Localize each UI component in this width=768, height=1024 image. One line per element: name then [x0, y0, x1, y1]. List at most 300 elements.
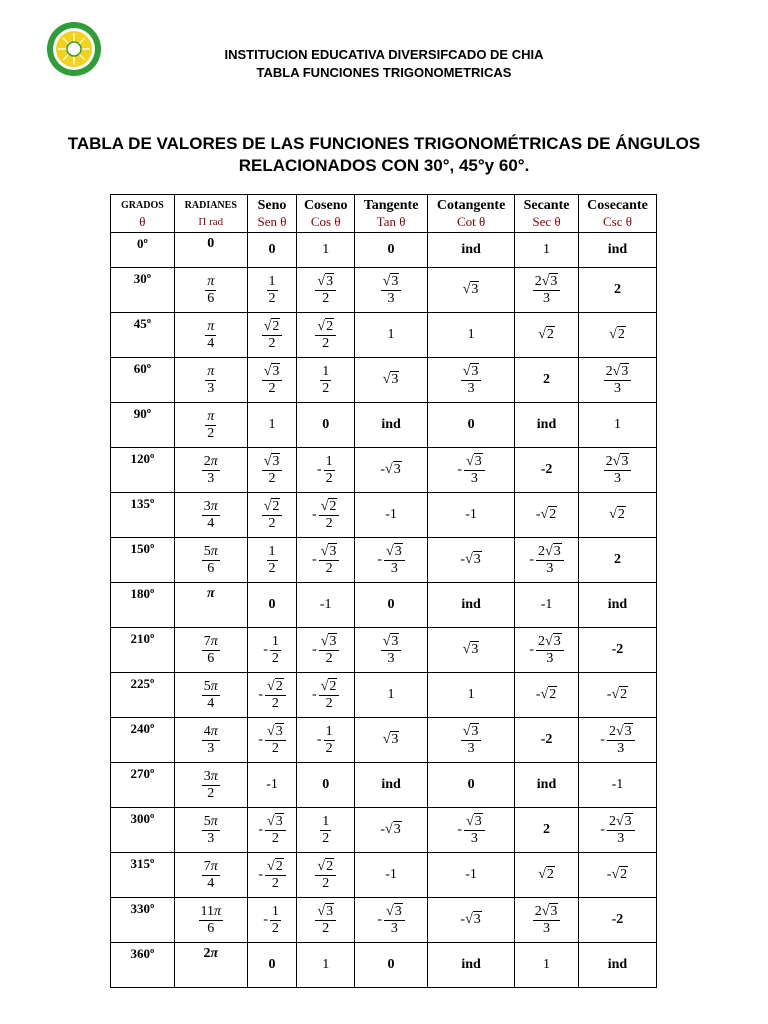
radicand: 3 [394, 903, 402, 919]
cell-value: 1 [543, 242, 551, 257]
cot-value [428, 898, 515, 943]
table-row [111, 313, 657, 358]
minus-sign: - [529, 642, 535, 657]
cell-value [538, 327, 555, 343]
denominator: 3 [617, 740, 625, 756]
fraction [604, 365, 632, 396]
fraction [202, 680, 220, 711]
cell-value [258, 860, 285, 891]
pi-symbol: π [207, 409, 215, 424]
cell-value [533, 905, 561, 936]
cell-value: - √3 [460, 552, 481, 567]
sqrt-expr: √3 [615, 723, 632, 739]
cot-value [428, 853, 515, 898]
radicand: 3 [272, 454, 280, 469]
csc-value [578, 493, 656, 538]
sqrt-expr: √2 [263, 499, 280, 514]
fraction [607, 725, 635, 756]
table-row [111, 898, 657, 943]
table-row [111, 718, 657, 763]
sqrt-expr: √2 [267, 858, 283, 874]
denominator: 3 [390, 920, 398, 936]
radicand: 3 [624, 723, 632, 739]
denominator: 2 [268, 381, 276, 396]
tan-value [355, 763, 428, 808]
tan-value [355, 403, 428, 448]
cell-value [538, 867, 555, 883]
angle-radians [174, 313, 247, 358]
numerator: 4π [203, 724, 218, 739]
sqrt-expr: √3 [462, 282, 479, 297]
sen-value [247, 718, 297, 763]
col-header-cotangente [428, 195, 515, 233]
cell-value: -1 [385, 867, 397, 882]
sqrt-expr: √3 [385, 462, 401, 477]
denominator: 2 [322, 291, 330, 306]
fraction [205, 275, 216, 306]
pi-symbol: π [206, 586, 215, 601]
radicand: 3 [391, 732, 399, 747]
table-row [111, 358, 657, 403]
cell-value: -1 [266, 777, 278, 792]
fraction [202, 635, 220, 666]
fraction [199, 905, 224, 936]
cell-value [202, 815, 220, 846]
denominator: 3 [546, 560, 554, 576]
pi-symbol: π [210, 499, 218, 514]
cell-value [383, 732, 400, 748]
col-header-secante [515, 195, 579, 233]
denominator: 2 [322, 876, 330, 891]
numerator [205, 365, 216, 381]
cell-value: ind [461, 597, 481, 612]
numerator [265, 860, 286, 876]
angle-radians [174, 718, 247, 763]
denominator: 2 [322, 831, 330, 846]
sqrt-expr: √2 [611, 867, 628, 882]
cell-value [258, 815, 285, 846]
csc-value [578, 538, 656, 583]
tan-value [355, 673, 428, 718]
angle-degrees [111, 673, 175, 718]
fraction [324, 725, 335, 756]
csc-value [578, 358, 656, 403]
degree-label: 210º [130, 631, 155, 646]
cell-value: -2 [611, 642, 624, 657]
degree-label: 315º [130, 856, 155, 871]
cell-value [312, 545, 339, 576]
fraction [205, 365, 216, 396]
sec-value [515, 493, 579, 538]
fraction [202, 860, 220, 891]
fraction [202, 770, 220, 801]
cos-value [297, 583, 355, 628]
denominator: 3 [617, 830, 625, 846]
numerator: 1 [322, 364, 330, 379]
angle-degrees [111, 628, 175, 673]
sec-value [515, 808, 579, 853]
cell-value [312, 680, 339, 711]
numerator: 2√3 [604, 455, 632, 471]
sqrt-expr: √3 [615, 813, 632, 829]
sqrt-expr: √3 [267, 813, 283, 829]
radicand: 2 [329, 678, 337, 694]
pi-symbol: π [210, 946, 219, 961]
cell-value [600, 815, 634, 846]
angle-radians [174, 673, 247, 718]
denominator: 2 [325, 560, 333, 576]
col-name: Coseno [303, 198, 348, 213]
col-name: Secante [523, 198, 570, 213]
numerator [384, 545, 405, 561]
cell-value: - √2 [606, 687, 628, 702]
cos-value [297, 493, 355, 538]
degree-label: 360º [130, 946, 155, 961]
sen-value [247, 493, 297, 538]
sqrt-expr: √3 [466, 453, 482, 469]
sen-value [247, 853, 297, 898]
cell-value [315, 275, 336, 306]
radicand: 3 [329, 633, 337, 649]
numerator: 11π [200, 904, 222, 919]
cell-value: -2 [540, 732, 553, 747]
cell-value [461, 725, 482, 756]
sqrt-expr: √3 [263, 364, 280, 379]
sqrt-expr: √3 [465, 912, 481, 927]
cos-value [297, 718, 355, 763]
cell-value [315, 320, 336, 351]
minus-sign: - [263, 642, 268, 657]
table-row [111, 233, 657, 268]
degree-label: 180º [130, 586, 155, 601]
numerator [265, 725, 286, 741]
fraction [319, 680, 340, 711]
denominator: 2 [268, 471, 276, 486]
radicand: 2 [329, 498, 337, 514]
sqrt-expr: √3 [386, 903, 402, 919]
denominator: 6 [207, 651, 215, 666]
minus-sign: - [312, 507, 317, 522]
col-name: Tangente [363, 198, 419, 213]
numerator [315, 905, 336, 921]
sqrt-expr: √3 [385, 822, 401, 837]
denominator: 2 [322, 921, 330, 936]
radian-value: 0 [207, 236, 215, 251]
cell-value: -1 [540, 597, 553, 612]
cos-value [297, 763, 355, 808]
minus-sign: - [377, 552, 383, 567]
cell-value [205, 365, 216, 396]
sqrt-expr: √2 [540, 687, 557, 702]
fraction [265, 815, 286, 846]
numerator: 1 [322, 814, 330, 829]
csc-value [578, 313, 656, 358]
cell-value: 0 [387, 242, 395, 257]
cell-value: 2 [543, 372, 551, 387]
denominator: 2 [207, 426, 215, 441]
fraction [202, 455, 220, 486]
denominator: 3 [543, 291, 551, 306]
sqrt-expr: √3 [462, 724, 479, 739]
cell-value [312, 635, 339, 666]
sen-value [247, 448, 297, 493]
radicand: 3 [471, 364, 479, 379]
radicand: 3 [471, 282, 479, 297]
fraction [262, 500, 283, 531]
cell-value [202, 770, 220, 801]
angle-degrees [111, 763, 175, 808]
cell-value: ind [536, 417, 557, 432]
radicand: 3 [471, 642, 479, 657]
cell-value [199, 905, 224, 936]
numerator: 5π [203, 544, 218, 559]
radicand: 2 [617, 327, 625, 342]
numerator [205, 275, 216, 291]
numerator: 2π [203, 454, 218, 469]
numerator: 5π [203, 679, 218, 694]
cot-value [428, 493, 515, 538]
denominator: 2 [268, 561, 276, 576]
page-title: TABLA DE VALORES DE LAS FUNCIONES TRIGONOMÉTRICAS DE ÁNGULOS RELACIONADOS CON 30°, 45°y 60°. [67, 134, 701, 175]
csc-value [578, 233, 656, 268]
cot-value [428, 718, 515, 763]
numerator [381, 275, 402, 291]
fraction [315, 320, 336, 351]
cell-value: - √3 [460, 912, 481, 927]
radicand: 3 [275, 813, 283, 829]
col-sub: Cos θ [310, 214, 341, 229]
numerator [262, 500, 283, 516]
cos-value [297, 313, 355, 358]
sqrt-expr: √3 [545, 633, 561, 649]
sec-value [515, 943, 579, 988]
fraction [205, 410, 216, 441]
cell-value [267, 275, 278, 306]
radicand: 2 [617, 507, 625, 522]
degree-label: 0º [137, 236, 148, 251]
denominator: 2 [271, 695, 279, 711]
minus-sign: - [258, 822, 264, 837]
numerator [319, 545, 340, 561]
angle-degrees [111, 493, 175, 538]
radicand: 2 [546, 327, 554, 342]
tan-value [355, 583, 428, 628]
sec-value [515, 313, 579, 358]
csc-value [578, 628, 656, 673]
denominator: 6 [207, 291, 215, 306]
sen-value [247, 943, 297, 988]
fraction [384, 545, 405, 576]
cot-value [428, 763, 515, 808]
sec-value [515, 718, 579, 763]
numerator [262, 455, 283, 471]
angle-degrees [111, 853, 175, 898]
fraction [536, 635, 564, 666]
cell-value [202, 635, 220, 666]
sqrt-expr: √3 [382, 372, 399, 387]
numerator [315, 320, 336, 336]
col-name: RADIANES [184, 200, 237, 211]
numerator [262, 365, 283, 381]
denominator: 2 [325, 650, 333, 666]
angle-degrees [111, 358, 175, 403]
radicand: 3 [329, 543, 337, 559]
fraction [315, 860, 336, 891]
denominator: 2 [325, 740, 333, 756]
cell-value [262, 365, 283, 396]
radicand: 3 [553, 633, 561, 649]
angle-radians [174, 808, 247, 853]
tan-value [355, 493, 428, 538]
col-name: Cosecante [587, 198, 648, 213]
cell-value: 0 [322, 777, 330, 792]
table-row [111, 853, 657, 898]
denominator: 3 [613, 471, 621, 486]
sen-value [247, 763, 297, 808]
csc-value [578, 853, 656, 898]
cell-value: 2 [543, 822, 551, 837]
col-header-coseno [297, 195, 355, 233]
col-sub: Sec θ [532, 214, 561, 229]
fraction [384, 905, 405, 936]
angle-radians [174, 268, 247, 313]
cell-value [320, 815, 331, 846]
sqrt-expr: √2 [540, 507, 557, 522]
angle-degrees [111, 898, 175, 943]
sqrt-expr: √3 [382, 732, 399, 747]
denominator: 2 [325, 470, 333, 486]
cot-value [428, 673, 515, 718]
fraction [202, 545, 220, 576]
fraction [533, 275, 561, 306]
fraction [533, 905, 561, 936]
sec-value [515, 898, 579, 943]
numerator [461, 725, 482, 741]
pi-symbol: π [210, 454, 218, 469]
radicand: 3 [550, 904, 558, 919]
cell-value [604, 455, 632, 486]
angle-degrees [111, 268, 175, 313]
col-sub: Csc θ [602, 214, 632, 229]
fraction [319, 545, 340, 576]
denominator: 3 [467, 741, 475, 756]
fraction [324, 455, 335, 486]
denominator: 2 [271, 740, 279, 756]
numerator [461, 365, 482, 381]
fraction [202, 815, 220, 846]
cos-value [297, 448, 355, 493]
cell-value: 0 [387, 957, 395, 972]
cell-value: -1 [385, 507, 397, 522]
sqrt-expr: √3 [612, 454, 629, 469]
radian-value: 2π [203, 946, 219, 961]
angle-radians [174, 583, 247, 628]
col-sub: Π rad [198, 216, 224, 228]
col-header-tangente [355, 195, 428, 233]
fraction [202, 500, 220, 531]
radicand: 2 [275, 858, 283, 874]
fraction [262, 365, 283, 396]
minus-sign: - [316, 732, 322, 747]
cell-value [262, 500, 283, 531]
angle-radians [174, 358, 247, 403]
radicand: 3 [326, 274, 334, 289]
tan-value [355, 448, 428, 493]
radicand: 2 [275, 678, 283, 694]
sqrt-expr: √3 [317, 274, 334, 289]
denominator: 3 [390, 560, 398, 576]
denominator: 6 [207, 561, 215, 576]
sqrt-expr: √2 [320, 678, 337, 694]
angle-degrees [111, 943, 175, 988]
radian-value [175, 586, 247, 602]
denominator: 4 [207, 336, 215, 351]
institution-name: INSTITUCION EDUCATIVA DIVERSIFCADO DE CHIA [224, 47, 544, 62]
tan-value [355, 718, 428, 763]
minus-sign: - [258, 687, 264, 702]
numerator: 1 [325, 453, 333, 469]
cell-value: 2 [613, 552, 621, 567]
cos-value [297, 853, 355, 898]
degree-label: 135º [130, 496, 155, 511]
numerator [464, 455, 485, 471]
degree-label: 30º [133, 271, 152, 286]
sec-value [515, 673, 579, 718]
numerator [464, 815, 485, 831]
fraction [320, 815, 331, 846]
col-sub: Cot θ [456, 214, 486, 229]
sec-value [515, 853, 579, 898]
denominator: 2 [325, 515, 333, 531]
cell-value: ind [381, 777, 401, 792]
cell-value: - √2 [535, 507, 557, 522]
pi-symbol: π [210, 544, 218, 559]
degree-label: 330º [130, 901, 155, 916]
sqrt-expr: √3 [462, 642, 479, 657]
cell-value [258, 725, 285, 756]
sec-value [515, 583, 579, 628]
cell-value: 1 [543, 957, 551, 972]
cell-value: 0 [387, 597, 395, 612]
fraction [270, 635, 281, 666]
fraction [265, 725, 286, 756]
minus-sign: - [263, 912, 268, 927]
sqrt-expr: √2 [263, 319, 280, 334]
angle-radians [174, 403, 247, 448]
fraction [604, 455, 632, 486]
pi-symbol: π [207, 319, 215, 334]
numerator: 3π [203, 769, 218, 784]
table-row [111, 583, 657, 628]
table-row [111, 268, 657, 313]
angle-degrees [111, 233, 175, 268]
angle-radians [174, 493, 247, 538]
tan-value [355, 233, 428, 268]
denominator: 2 [268, 336, 276, 351]
radicand: 2 [549, 687, 557, 702]
table-row [111, 673, 657, 718]
angle-degrees [111, 538, 175, 583]
angle-radians [174, 448, 247, 493]
radicand: 3 [550, 274, 558, 289]
numerator [265, 815, 286, 831]
numerator [319, 500, 340, 516]
cell-value [205, 275, 216, 306]
cos-value [297, 358, 355, 403]
cell-value: 0 [268, 597, 276, 612]
fraction [262, 455, 283, 486]
cell-value: 0 [268, 957, 276, 972]
